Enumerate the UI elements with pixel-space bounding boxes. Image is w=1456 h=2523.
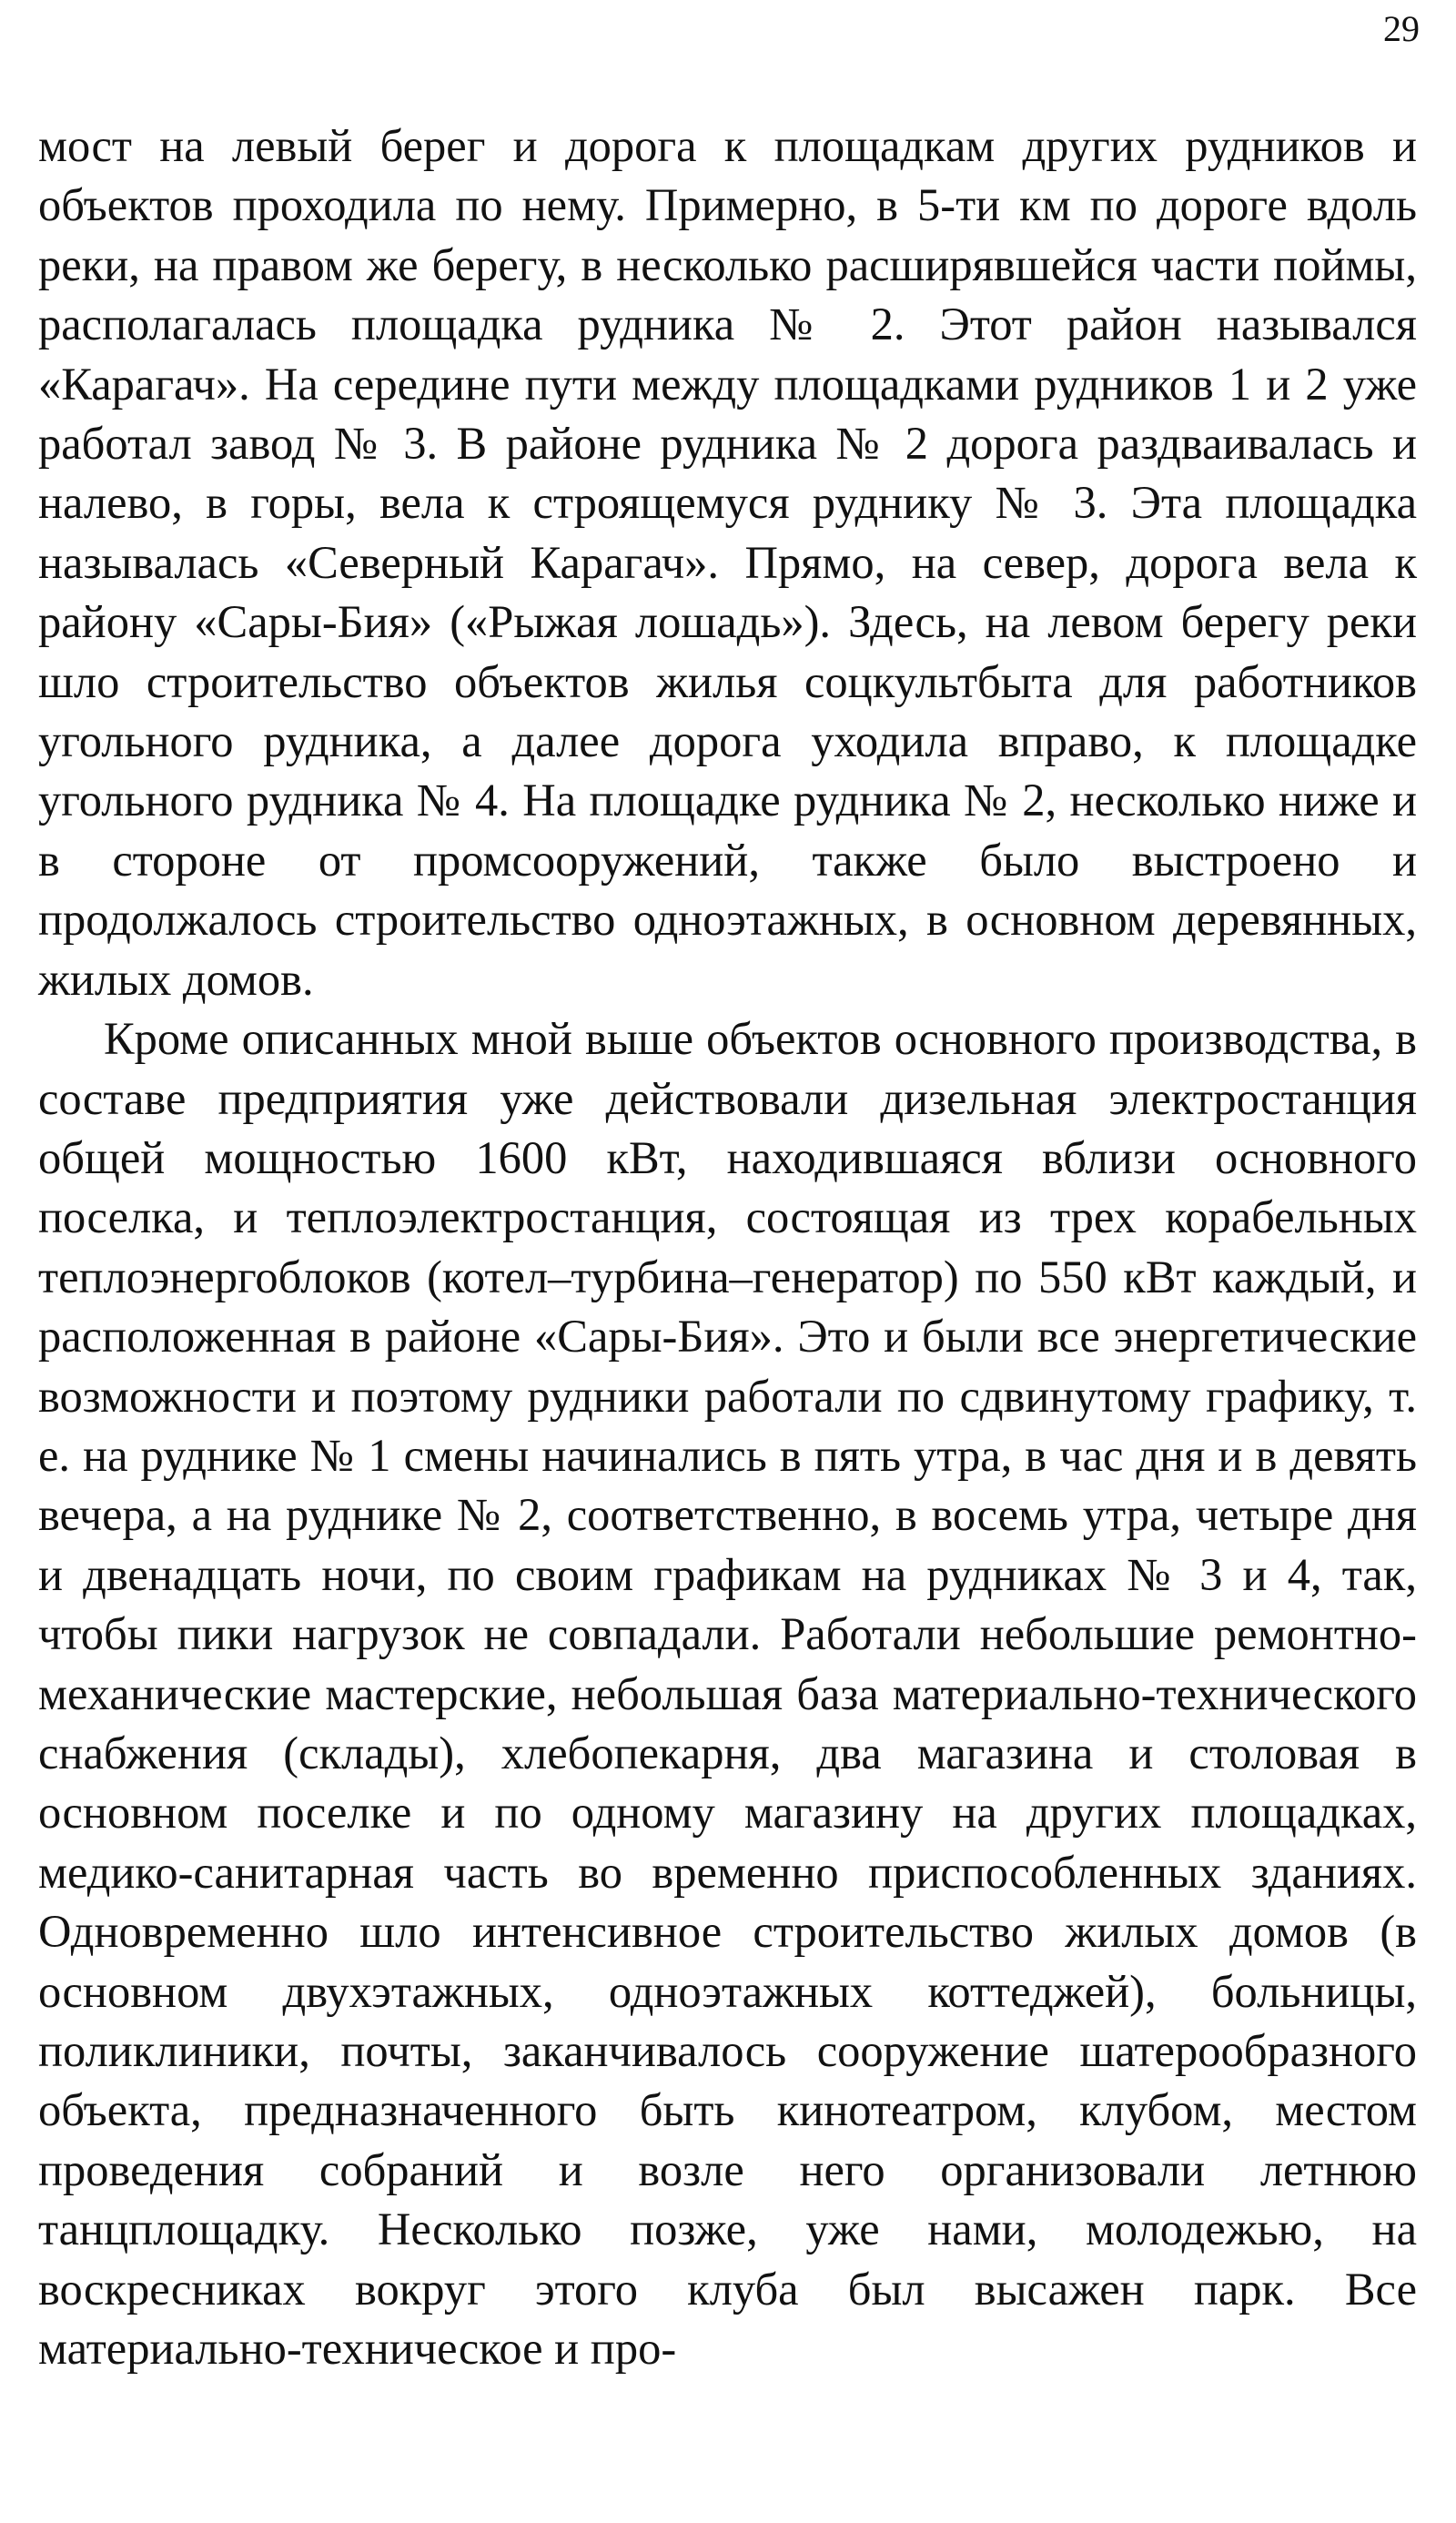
body-text [38, 117, 1417, 2378]
paragraph-2: Кроме описанных мной выше объектов основного производства, в составе предприятия уже действовали дизельная электростанция общей мощностью 1600 кВт, находившаяся вблизи основного поселка, и теплоэлектростанция, состоящая из трех корабельных теплоэнергоблоков (котел–турбина–генератор) по 550 кВт каждый, и расположенная в районе «Сары-Бия». Это и были все энергетические возможности и поэтому рудники работали по сдвинутому графику, т. е. на руднике № 1 смены начинались в пять утра, в час дня и в девять вечера, а на руднике № 2, соответственно, в восемь утра, четыре дня и двенадцать ночи, по своим графикам на рудниках № 3 и 4, так, чтобы пики нагрузок не совпадали. Работали небольшие ремонтно-механические мастерские, небольшая база материально-технического снабжения (склады), хлебопекарня, два магазина и столовая в основном поселке и по одному магазину на других площадках, медико-санитарная часть во временно приспособленных зданиях. Одновременно шло интенсивное строительство жилых домов (в основном двухэтажных, одноэтажных коттеджей), больницы, поликлиники, почты, заканчивалось сооружение шатерообразного объекта, предназначенного быть кинотеатром, клубом, местом проведения собраний и возле него организовали летнюю танцплощадку. Несколько позже, уже нами, молодежью, на воскресниках вокруг этого клуба был высажен парк. Все материально-техническое и про- [38, 1013, 1417, 2375]
paragraph-1: мост на левый берег и дорога к площадкам других рудников и объектов проходила по нему. Примерно, в 5-ти км по дороге вдоль реки, на правом же берегу, в несколько расширявшейся части поймы, располагалась площадка рудника № 2. Этот район назывался «Карагач». На середине пути между площадками рудников 1 и 2 уже работал завод № 3. В районе рудника № 2 дорога раздваивалась и налево, в горы, вела к строящемуся руднику № 3. Эта площадка называлась «Северный Карагач». Прямо, на север, дорога вела к району «Сары-Бия» («Рыжая лошадь»). Здесь, на левом берегу реки шло строительство объектов жилья соцкультбыта для работников угольного рудника, а далее дорога уходила вправо, к площадке угольного рудника № 4. На площадке рудника № 2, несколько ниже и в стороне от промсооружений, также было выстроено и продолжалось строительство одноэтажных, в основном деревянных, жилых домов. [38, 120, 1417, 1005]
page-number: 29 [1383, 8, 1420, 49]
